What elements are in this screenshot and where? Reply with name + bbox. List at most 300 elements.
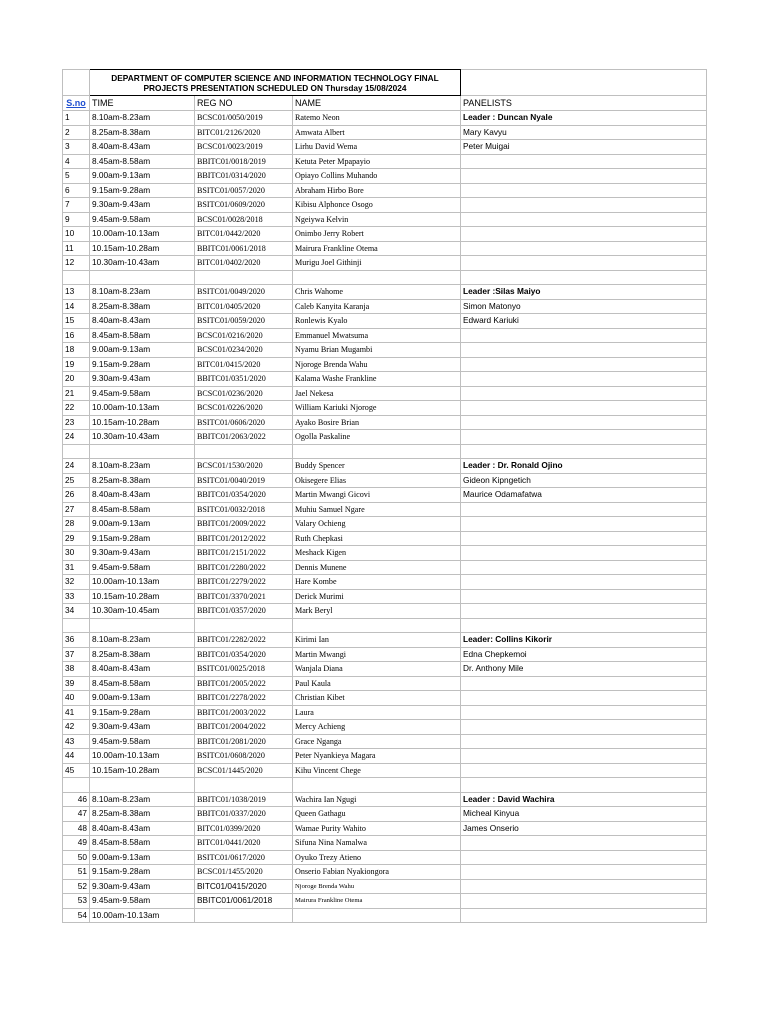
name-cell: Okisegere Elias [293, 473, 461, 488]
name-cell: Njoroge Brenda Wahu [293, 357, 461, 372]
table-row [63, 183, 707, 198]
table-row [63, 314, 707, 329]
name-cell: Kihu Vincent Chege [293, 763, 461, 778]
sno-cell: 54 [63, 908, 90, 923]
table-row [63, 430, 707, 445]
table-row [63, 140, 707, 155]
reg-no-cell: BBITC01/0357/2020 [195, 604, 293, 619]
spacer-cell [90, 778, 195, 793]
panelist-cell [461, 415, 707, 430]
table-row [63, 386, 707, 401]
panelist-cell: Edward Kariuki [461, 314, 707, 329]
table-row [63, 691, 707, 706]
name-cell: Ruth Chepkasi [293, 531, 461, 546]
spacer-cell [461, 444, 707, 459]
spacer-cell [90, 444, 195, 459]
spacer-cell [461, 270, 707, 285]
reg-no-cell: BCSC01/1455/2020 [195, 865, 293, 880]
sno-cell: 52 [63, 879, 90, 894]
panelist-cell [461, 343, 707, 358]
sno-cell: 4 [63, 154, 90, 169]
spacer-row [63, 270, 707, 285]
table-row [63, 865, 707, 880]
panelist-cell [461, 198, 707, 213]
panelist-cell [461, 676, 707, 691]
reg-no-cell: BITC01/0415/2020 [195, 357, 293, 372]
panelist-cell: Leader: Collins Kikorir [461, 633, 707, 648]
name-cell: Mercy Achieng [293, 720, 461, 735]
header-row [63, 96, 707, 111]
reg-no-cell: BBITC01/2282/2022 [195, 633, 293, 648]
reg-no-cell: BSITC01/0609/2020 [195, 198, 293, 213]
panelist-cell [461, 256, 707, 271]
sno-cell: 53 [63, 894, 90, 909]
panelist-cell [461, 546, 707, 561]
name-cell: Muhiu Samuel Ngare [293, 502, 461, 517]
table-row [63, 662, 707, 677]
reg-no-cell: BCSC01/0236/2020 [195, 386, 293, 401]
table-row [63, 256, 707, 271]
sno-cell: 9 [63, 212, 90, 227]
sno-cell: 40 [63, 691, 90, 706]
table-row [63, 792, 707, 807]
table-row [63, 111, 707, 126]
sno-cell: 45 [63, 763, 90, 778]
panelist-cell [461, 154, 707, 169]
reg-no-cell: BITC01/0442/2020 [195, 227, 293, 242]
time-cell: 10.15am-10.28am [90, 241, 195, 256]
table-row [63, 633, 707, 648]
table-row [63, 212, 707, 227]
schedule-table [62, 69, 707, 923]
table-row [63, 488, 707, 503]
table-row [63, 517, 707, 532]
reg-no-cell: BCSC01/0028/2018 [195, 212, 293, 227]
table-row [63, 734, 707, 749]
panelist-cell [461, 169, 707, 184]
sno-cell: 5 [63, 169, 90, 184]
panelist-cell [461, 691, 707, 706]
reg-no-cell: BBITC01/2009/2022 [195, 517, 293, 532]
panelist-cell [461, 575, 707, 590]
panelist-cell: Edna Chepkemoi [461, 647, 707, 662]
time-cell: 9.45am-9.58am [90, 212, 195, 227]
time-cell: 8.45am-8.58am [90, 154, 195, 169]
reg-no-cell: BSITC01/0040/2019 [195, 473, 293, 488]
table-row [63, 473, 707, 488]
table-row [63, 720, 707, 735]
reg-no-cell: BBITC01/0061/2018 [195, 241, 293, 256]
time-cell: 8.10am-8.23am [90, 633, 195, 648]
reg-no-cell: BSITC01/0606/2020 [195, 415, 293, 430]
panelist-cell: Leader : David Wachira [461, 792, 707, 807]
reg-no-cell: BBITC01/0314/2020 [195, 169, 293, 184]
sno-cell: 26 [63, 488, 90, 503]
reg-no-cell: BBITC01/2004/2022 [195, 720, 293, 735]
reg-no-cell: BBITC01/3370/2021 [195, 589, 293, 604]
sno-cell: 43 [63, 734, 90, 749]
name-cell: Wachira Ian Ngugi [293, 792, 461, 807]
time-cell: 10.30am-10.43am [90, 430, 195, 445]
time-cell: 10.00am-10.13am [90, 401, 195, 416]
table-row [63, 763, 707, 778]
table-row [63, 241, 707, 256]
sno-cell: 47 [63, 807, 90, 822]
panelist-cell [461, 401, 707, 416]
time-cell: 8.25am-8.38am [90, 473, 195, 488]
reg-no-cell: BBITC01/0061/2018 [195, 894, 293, 909]
reg-no-cell [195, 908, 293, 923]
reg-no-cell: BSITC01/0032/2018 [195, 502, 293, 517]
table-row [63, 198, 707, 213]
name-cell: Caleb Kanyita Karanja [293, 299, 461, 314]
time-cell: 9.00am-9.13am [90, 169, 195, 184]
reg-no-cell: BBITC01/2005/2022 [195, 676, 293, 691]
sno-cell: 30 [63, 546, 90, 561]
time-cell: 9.45am-9.58am [90, 560, 195, 575]
name-cell: Buddy Spencer [293, 459, 461, 474]
panelist-cell: Leader :Silas Maiyo [461, 285, 707, 300]
time-cell: 9.00am-9.13am [90, 517, 195, 532]
reg-no-cell: BBITC01/0337/2020 [195, 807, 293, 822]
time-cell: 8.45am-8.58am [90, 328, 195, 343]
panelist-cell [461, 531, 707, 546]
sno-cell: 3 [63, 140, 90, 155]
name-cell: William Kariuki Njoroge [293, 401, 461, 416]
sno-cell: 18 [63, 343, 90, 358]
spacer-cell [90, 270, 195, 285]
name-cell: Peter Nyankieya Magara [293, 749, 461, 764]
panelist-cell [461, 227, 707, 242]
time-cell: 9.00am-9.13am [90, 343, 195, 358]
reg-no-cell: BCSC01/1445/2020 [195, 763, 293, 778]
reg-no-cell: BSITC01/0608/2020 [195, 749, 293, 764]
name-cell: Mairura Frankline Otema [293, 241, 461, 256]
spacer-cell [63, 778, 90, 793]
time-cell: 10.00am-10.13am [90, 575, 195, 590]
sno-cell: 39 [63, 676, 90, 691]
table-row [63, 401, 707, 416]
name-cell: Chris Wahome [293, 285, 461, 300]
time-cell: 9.30am-9.43am [90, 372, 195, 387]
time-cell: 9.15am-9.28am [90, 865, 195, 880]
sno-cell: 29 [63, 531, 90, 546]
spacer-cell [293, 270, 461, 285]
time-cell: 9.45am-9.58am [90, 386, 195, 401]
reg-no-cell: BBITC01/2081/2020 [195, 734, 293, 749]
time-cell: 8.10am-8.23am [90, 792, 195, 807]
title-row [63, 70, 707, 96]
panelist-cell [461, 908, 707, 923]
panelist-cell [461, 879, 707, 894]
table-row [63, 676, 707, 691]
spacer-cell [195, 444, 293, 459]
panelist-cell: Micheal Kinyua [461, 807, 707, 822]
sno-cell: 41 [63, 705, 90, 720]
spacer-row [63, 778, 707, 793]
table-row [63, 647, 707, 662]
table-row [63, 850, 707, 865]
name-cell: Ronlewis Kyalo [293, 314, 461, 329]
sno-cell: 14 [63, 299, 90, 314]
name-cell: Oyuko Trezy Atieno [293, 850, 461, 865]
spacer-cell [195, 778, 293, 793]
reg-no-cell: BITC01/0402/2020 [195, 256, 293, 271]
name-cell: Grace Nganga [293, 734, 461, 749]
table-row [63, 604, 707, 619]
sno-cell: 12 [63, 256, 90, 271]
name-cell: Wamae Purity Wahito [293, 821, 461, 836]
name-cell: Mairura Frankline Otema [293, 894, 461, 909]
table-row [63, 372, 707, 387]
table-row [63, 560, 707, 575]
name-cell: Ngeiywa Kelvin [293, 212, 461, 227]
panelist-cell [461, 865, 707, 880]
reg-no-cell: BITC01/2126/2020 [195, 125, 293, 140]
panelist-cell [461, 502, 707, 517]
sno-cell: 16 [63, 328, 90, 343]
name-cell: Njoroge Brenda Wahu [293, 879, 461, 894]
panelist-cell [461, 517, 707, 532]
table-row [63, 531, 707, 546]
time-cell: 10.15am-10.28am [90, 763, 195, 778]
sno-cell: 37 [63, 647, 90, 662]
panelist-cell [461, 763, 707, 778]
time-cell: 8.25am-8.38am [90, 299, 195, 314]
spacer-cell [293, 444, 461, 459]
table-row [63, 589, 707, 604]
time-cell: 8.40am-8.43am [90, 821, 195, 836]
table-row [63, 894, 707, 909]
sno-cell: 13 [63, 285, 90, 300]
name-cell: Kibisu Alphonce Osogo [293, 198, 461, 213]
sno-cell: 42 [63, 720, 90, 735]
header-name: NAME [293, 96, 461, 111]
sno-cell: 7 [63, 198, 90, 213]
table-row [63, 807, 707, 822]
panelist-cell [461, 372, 707, 387]
panelist-cell [461, 705, 707, 720]
sno-cell: 28 [63, 517, 90, 532]
time-cell: 10.15am-10.28am [90, 589, 195, 604]
name-cell: Queen Gathagu [293, 807, 461, 822]
table-row [63, 821, 707, 836]
spacer-cell [63, 618, 90, 633]
spacer-row [63, 444, 707, 459]
reg-no-cell: BBITC01/1038/2019 [195, 792, 293, 807]
spacer-cell [195, 618, 293, 633]
time-cell: 8.25am-8.38am [90, 807, 195, 822]
name-cell: Ketuta Peter Mpapayio [293, 154, 461, 169]
panelist-cell: Maurice Odamafatwa [461, 488, 707, 503]
sno-cell: 34 [63, 604, 90, 619]
sno-cell: 2 [63, 125, 90, 140]
sno-cell: 24 [63, 459, 90, 474]
table-row [63, 575, 707, 590]
reg-no-cell: BCSC01/1530/2020 [195, 459, 293, 474]
name-cell: Laura [293, 705, 461, 720]
panelist-cell: Peter Muigai [461, 140, 707, 155]
time-cell: 8.40am-8.43am [90, 314, 195, 329]
name-cell: Martin Mwangi Gicovi [293, 488, 461, 503]
time-cell: 9.30am-9.43am [90, 546, 195, 561]
reg-no-cell: BITC01/0405/2020 [195, 299, 293, 314]
name-cell: Kalama Washe Frankline [293, 372, 461, 387]
sno-cell: 19 [63, 357, 90, 372]
sno-cell: 1 [63, 111, 90, 126]
name-cell: Murigu Joel Githinji [293, 256, 461, 271]
time-cell: 8.10am-8.23am [90, 459, 195, 474]
title-blank-cell [461, 70, 707, 96]
time-cell: 9.00am-9.13am [90, 850, 195, 865]
time-cell: 9.15am-9.28am [90, 705, 195, 720]
table-row [63, 285, 707, 300]
sno-cell: 49 [63, 836, 90, 851]
table-row [63, 705, 707, 720]
time-cell: 8.40am-8.43am [90, 488, 195, 503]
panelist-cell: Leader : Dr. Ronald Ojino [461, 459, 707, 474]
header-panelists: PANELISTS [461, 96, 707, 111]
reg-no-cell: BSITC01/0059/2020 [195, 314, 293, 329]
name-cell: Jael Nekesa [293, 386, 461, 401]
reg-no-cell: BCSC01/0234/2020 [195, 343, 293, 358]
reg-no-cell: BITC01/0415/2020 [195, 879, 293, 894]
reg-no-cell: BBITC01/2280/2022 [195, 560, 293, 575]
table-row [63, 125, 707, 140]
reg-no-cell: BBITC01/2279/2022 [195, 575, 293, 590]
time-cell: 8.45am-8.58am [90, 836, 195, 851]
sno-cell: 38 [63, 662, 90, 677]
name-cell: Amwata Albert [293, 125, 461, 140]
title-blank-cell [63, 70, 90, 96]
time-cell: 10.30am-10.45am [90, 604, 195, 619]
time-cell: 9.45am-9.58am [90, 734, 195, 749]
time-cell: 10.15am-10.28am [90, 415, 195, 430]
table-row [63, 357, 707, 372]
panelist-cell [461, 241, 707, 256]
name-cell: Christian Kibet [293, 691, 461, 706]
reg-no-cell: BBITC01/0018/2019 [195, 154, 293, 169]
table-row [63, 154, 707, 169]
table-row [63, 328, 707, 343]
name-cell: Nyamu Brian Mugambi [293, 343, 461, 358]
time-cell: 8.45am-8.58am [90, 676, 195, 691]
time-cell: 8.10am-8.23am [90, 285, 195, 300]
header-time: TIME [90, 96, 195, 111]
sno-cell: 32 [63, 575, 90, 590]
panelist-cell [461, 212, 707, 227]
reg-no-cell: BITC01/0441/2020 [195, 836, 293, 851]
panelist-cell [461, 720, 707, 735]
name-cell: Kirimi Ian [293, 633, 461, 648]
sno-cell: 23 [63, 415, 90, 430]
name-cell: Abraham Hirbo Bore [293, 183, 461, 198]
sno-cell: 21 [63, 386, 90, 401]
sno-cell: 25 [63, 473, 90, 488]
reg-no-cell: BSITC01/0025/2018 [195, 662, 293, 677]
table-row [63, 299, 707, 314]
reg-no-cell: BCSC01/0023/2019 [195, 140, 293, 155]
panelist-cell: Leader : Duncan Nyale [461, 111, 707, 126]
time-cell: 8.25am-8.38am [90, 647, 195, 662]
sno-cell: 48 [63, 821, 90, 836]
document-title: DEPARTMENT OF COMPUTER SCIENCE AND INFORMATION TECHNOLOGY FINAL PROJECTS PRESENTATION SCHEDULED ON Thursday 15/08/2024 [90, 70, 461, 96]
sno-cell: 36 [63, 633, 90, 648]
name-cell: Derick Murimi [293, 589, 461, 604]
panelist-cell [461, 749, 707, 764]
time-cell: 9.30am-9.43am [90, 879, 195, 894]
panelist-cell [461, 328, 707, 343]
sno-cell: 27 [63, 502, 90, 517]
spacer-row [63, 618, 707, 633]
time-cell: 10.30am-10.43am [90, 256, 195, 271]
panelist-cell [461, 430, 707, 445]
panelist-cell [461, 183, 707, 198]
name-cell: Wanjala Diana [293, 662, 461, 677]
name-cell: Martin Mwangi [293, 647, 461, 662]
name-cell: Mark Beryl [293, 604, 461, 619]
reg-no-cell: BBITC01/2063/2022 [195, 430, 293, 445]
panelist-cell: James Onserio [461, 821, 707, 836]
name-cell: Paul Kaula [293, 676, 461, 691]
table-row [63, 836, 707, 851]
table-row [63, 343, 707, 358]
spacer-cell [293, 778, 461, 793]
panelist-cell [461, 836, 707, 851]
name-cell: Emmanuel Mwatsuma [293, 328, 461, 343]
reg-no-cell: BCSC01/0050/2019 [195, 111, 293, 126]
table-row [63, 908, 707, 923]
reg-no-cell: BSITC01/0057/2020 [195, 183, 293, 198]
table-row [63, 749, 707, 764]
sno-cell: 20 [63, 372, 90, 387]
table-row [63, 459, 707, 474]
reg-no-cell: BCSC01/0226/2020 [195, 401, 293, 416]
sno-cell: 22 [63, 401, 90, 416]
reg-no-cell: BSITC01/0049/2020 [195, 285, 293, 300]
reg-no-cell: BBITC01/2003/2022 [195, 705, 293, 720]
sno-cell: 24 [63, 430, 90, 445]
time-cell: 9.30am-9.43am [90, 198, 195, 213]
name-cell: Hare Kombe [293, 575, 461, 590]
reg-no-cell: BBITC01/0354/2020 [195, 488, 293, 503]
sno-cell: 51 [63, 865, 90, 880]
panelist-cell [461, 560, 707, 575]
name-cell: Onserio Fabian Nyakiongora [293, 865, 461, 880]
time-cell: 10.00am-10.13am [90, 749, 195, 764]
panelist-cell [461, 850, 707, 865]
schedule-body [63, 70, 707, 923]
time-cell: 10.00am-10.13am [90, 908, 195, 923]
time-cell: 8.40am-8.43am [90, 140, 195, 155]
sno-cell: 31 [63, 560, 90, 575]
table-row [63, 546, 707, 561]
panelist-cell: Simon Matonyo [461, 299, 707, 314]
name-cell [293, 908, 461, 923]
panelist-cell: Dr. Anthony Mile [461, 662, 707, 677]
sno-cell: 46 [63, 792, 90, 807]
sno-cell: 50 [63, 850, 90, 865]
time-cell: 9.15am-9.28am [90, 183, 195, 198]
name-cell: Meshack Kigen [293, 546, 461, 561]
reg-no-cell: BBITC01/2151/2022 [195, 546, 293, 561]
spacer-cell [461, 778, 707, 793]
name-cell: Lirhu David Wema [293, 140, 461, 155]
table-row [63, 169, 707, 184]
reg-no-cell: BITC01/0399/2020 [195, 821, 293, 836]
header-sno[interactable]: S.no [63, 96, 90, 111]
panelist-cell [461, 734, 707, 749]
